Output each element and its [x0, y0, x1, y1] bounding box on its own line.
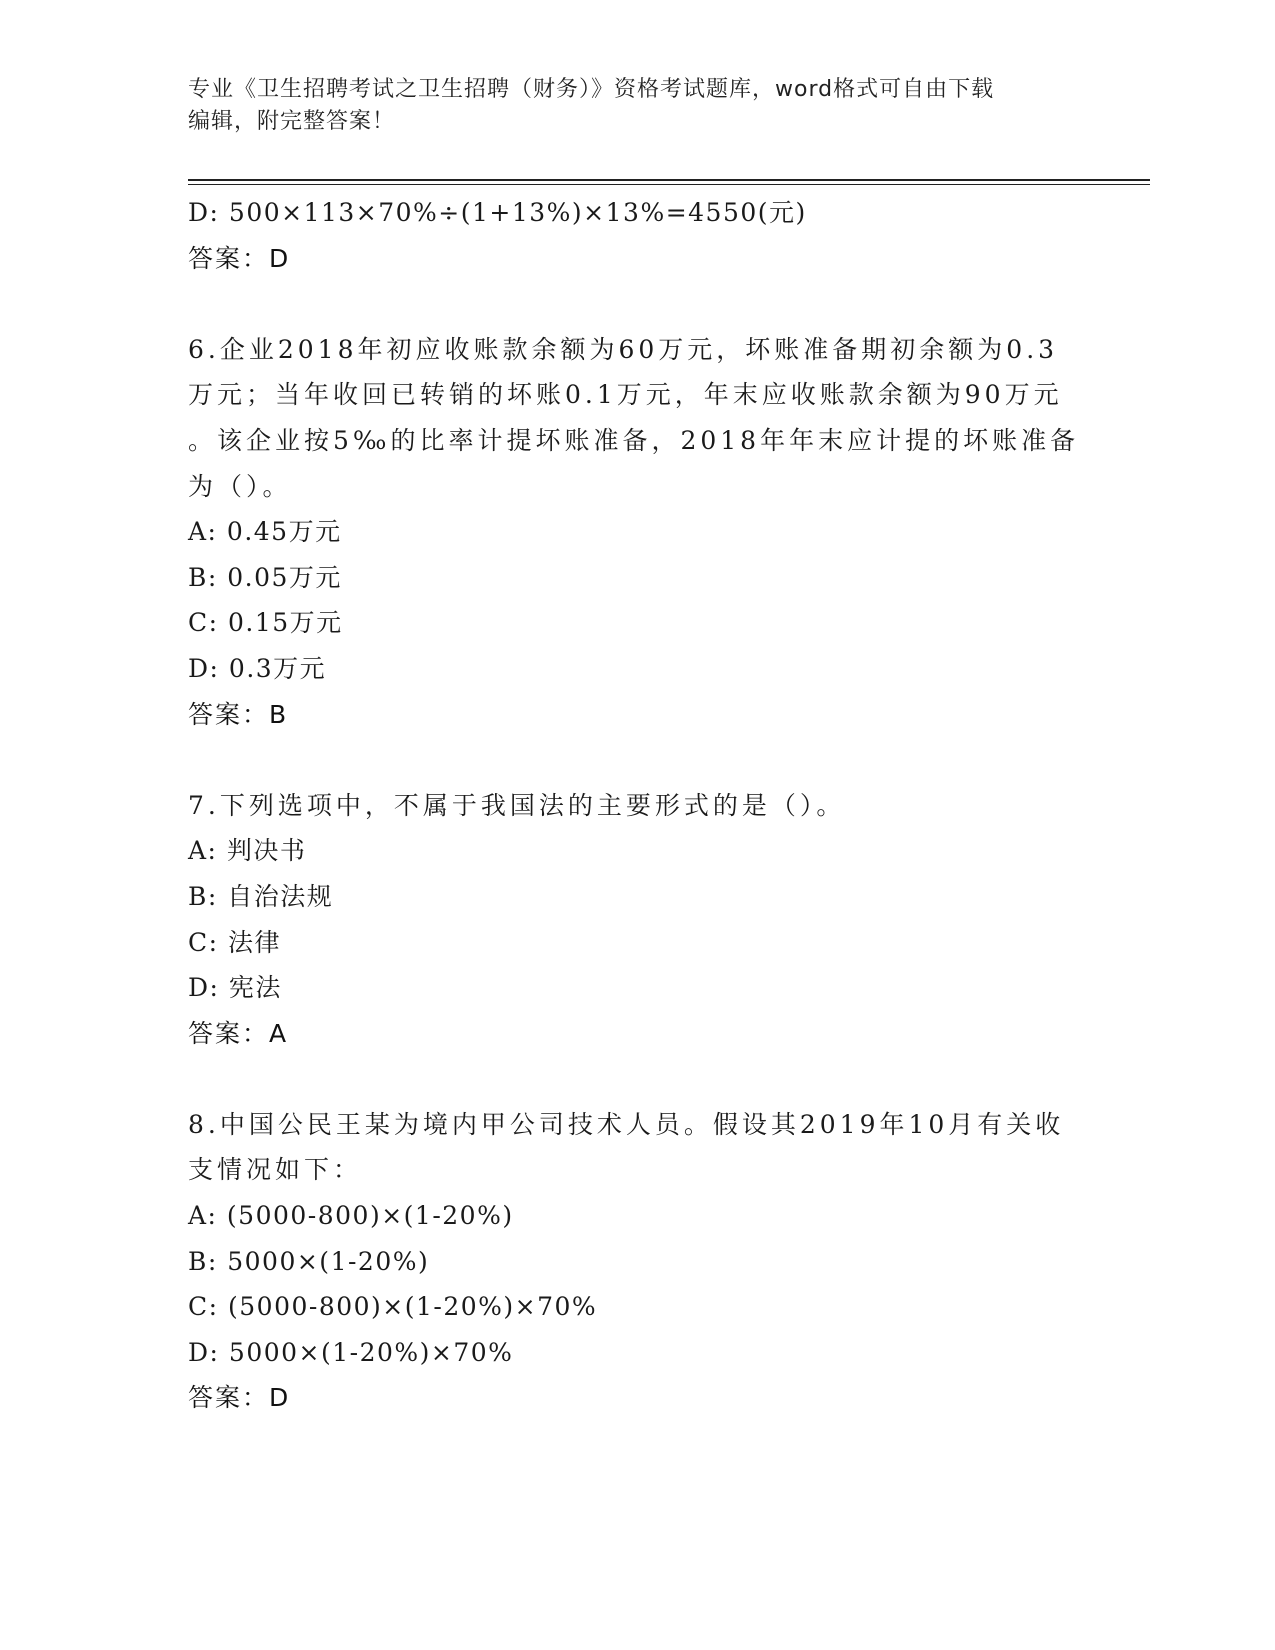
- question-6: [188, 327, 1088, 737]
- header-divider-thin: [188, 184, 1150, 185]
- q7-option-b: B: 自治法规: [188, 881, 334, 911]
- q7-option-c: C: 法律: [188, 927, 281, 957]
- q8-option-a: A: (5000-800)×(1-20%): [188, 1201, 514, 1231]
- q8-answer: 答案：D: [188, 1383, 291, 1413]
- q6-option-c: C: 0.15万元: [188, 608, 343, 638]
- q8-stem-line: 8.中国公民王某为境内甲公司技术人员。假设其2019年10月有关收: [188, 1109, 1065, 1139]
- q8-option-b: B: 5000×(1-20%): [188, 1246, 430, 1276]
- q6-option-d: D: 0.3万元: [188, 653, 327, 683]
- q7-answer: 答案：A: [188, 1018, 289, 1048]
- q7-option-d: D: 宪法: [188, 973, 282, 1003]
- q7-option-a: A: 判决书: [188, 836, 307, 866]
- question-7: [188, 783, 1088, 1057]
- q6-option-b: B: 0.05万元: [188, 562, 342, 592]
- question-8: [188, 1102, 1088, 1421]
- q8-option-d: D: 5000×(1-20%)×70%: [188, 1337, 514, 1367]
- q8-option-c: C: (5000-800)×(1-20%)×70%: [188, 1292, 598, 1322]
- question-content: [188, 190, 1088, 1421]
- header-line-1: 专业《卫生招聘考试之卫生招聘（财务）》资格考试题库，word格式可自由下载: [188, 77, 995, 102]
- document-header: [188, 74, 1068, 138]
- q6-option-a: A: 0.45万元: [188, 517, 342, 547]
- q6-answer: 答案：B: [188, 699, 289, 729]
- q6-stem-line: 6.企业2018年初应收账款余额为60万元，坏账准备期初余额为0.3: [188, 334, 1059, 364]
- q5-answer: 答案：D: [188, 243, 291, 273]
- q6-stem-line: 万元；当年收回已转销的坏账0.1万元，年末应收账款余额为90万元: [188, 380, 1063, 410]
- q5-option-d: D: 500×113×70%÷(1+13%)×13%=4550(元): [188, 198, 807, 227]
- q6-stem-line: 为（）。: [188, 471, 292, 501]
- header-divider-thick: [188, 179, 1150, 181]
- header-line-2: 编辑，附完整答案！: [188, 109, 396, 134]
- q7-stem-line: 7.下列选项中，不属于我国法的主要形式的是（）。: [188, 790, 846, 820]
- q8-stem-line: 支情况如下：: [188, 1155, 363, 1185]
- q6-stem-line: 。该企业按5‰的比率计提坏账准备，2018年年末应计提的坏账准备: [188, 425, 1080, 455]
